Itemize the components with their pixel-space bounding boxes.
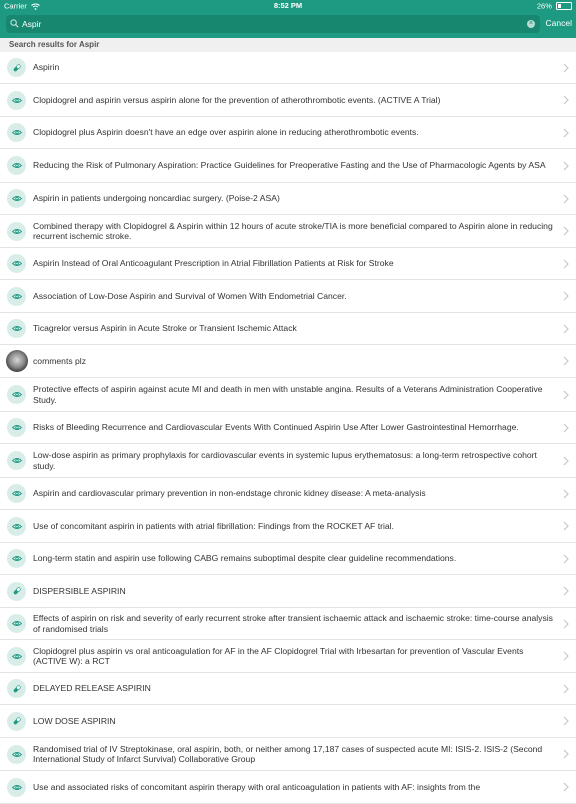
list-item-icon	[0, 484, 33, 503]
list-item-title: Protective effects of aspirin against acute MI and death in men with unstable angina. Results of a Veterans Administration Cooperative Study.	[33, 384, 543, 405]
search-box[interactable]	[6, 15, 540, 33]
list-item-icon	[0, 91, 33, 110]
chevron-right-icon	[563, 324, 569, 334]
icon-circle	[7, 712, 26, 731]
list-item-title: Use of concomitant aspirin in patients with atrial fibrillation: Findings from the ROCKET AF trial.	[33, 520, 394, 531]
list-item-icon	[0, 778, 33, 797]
pill-icon	[12, 586, 22, 596]
list-item-title: Association of Low-Dose Aspirin and Survival of Women With Endometrial Cancer.	[33, 290, 347, 301]
results-header: Search results for Aspir	[0, 38, 576, 52]
chevron-right-icon	[563, 456, 569, 466]
list-item[interactable]	[0, 248, 576, 280]
results-list	[0, 52, 576, 804]
eye-icon	[12, 391, 22, 398]
list-item[interactable]	[0, 412, 576, 444]
search-icon	[10, 19, 19, 28]
icon-circle	[7, 287, 26, 306]
battery-percent: 26%	[536, 1, 552, 11]
list-item-title: Aspirin	[33, 62, 60, 73]
list-item[interactable]	[0, 149, 576, 183]
icon-circle	[7, 549, 26, 568]
list-item-title: Risks of Bleeding Recurrence and Cardiovascular Events With Continued Aspirin Use After Lower Gastrointestinal Hemorrhage.	[33, 422, 519, 433]
list-item[interactable]	[0, 345, 576, 378]
avatar	[6, 350, 28, 372]
list-item[interactable]	[0, 738, 576, 771]
list-item-icon	[0, 319, 33, 338]
list-item-icon	[0, 385, 33, 404]
eye-icon	[12, 228, 22, 235]
list-item-title: Effects of aspirin on risk and severity of early recurrent stroke after transient ischaemic attack and ischaemic stroke: time-course analysis of randomised trials	[33, 613, 553, 634]
search-input[interactable]	[22, 15, 522, 33]
pill-icon	[12, 63, 22, 73]
eye-icon	[12, 490, 22, 497]
chevron-right-icon	[563, 554, 569, 564]
icon-circle	[7, 58, 26, 77]
list-item-title: Use and associated risks of concomitant aspirin therapy with oral anticoagulation in patients with AF: insights from the	[33, 781, 481, 792]
icon-circle	[7, 319, 26, 338]
list-item-title: Aspirin Instead of Oral Anticoagulant Prescription in Atrial Fibrillation Patients at Risk for Stroke	[33, 258, 394, 269]
eye-icon	[12, 457, 22, 464]
navigation-bar	[0, 0, 576, 38]
list-item-title: Low-dose aspirin as primary prophylaxis for cardiovascular events in systemic lupus erythematosus: a long-term retrospective cohort study.	[33, 450, 537, 471]
icon-circle	[7, 385, 26, 404]
list-item-title: DISPERSIBLE ASPIRIN	[33, 585, 126, 596]
chevron-right-icon	[563, 749, 569, 759]
chevron-right-icon	[563, 161, 569, 171]
eye-icon	[12, 523, 22, 530]
icon-circle	[7, 91, 26, 110]
chevron-right-icon	[563, 291, 569, 301]
list-item-icon	[0, 189, 33, 208]
list-item[interactable]	[0, 378, 576, 412]
list-item-icon	[0, 679, 33, 698]
icon-circle	[7, 614, 26, 633]
list-item-title: LOW DOSE ASPIRIN	[33, 715, 116, 726]
list-item[interactable]	[0, 510, 576, 543]
eye-icon	[12, 97, 22, 104]
icon-circle	[7, 517, 26, 536]
list-item-title: Long-term statin and aspirin use following CABG remains suboptimal despite clear guideline recommendations.	[33, 553, 457, 564]
chevron-right-icon	[563, 259, 569, 269]
icon-circle	[7, 222, 26, 241]
chevron-right-icon	[563, 684, 569, 694]
chevron-right-icon	[563, 390, 569, 400]
chevron-right-icon	[563, 128, 569, 138]
list-item[interactable]	[0, 313, 576, 345]
chevron-right-icon	[563, 489, 569, 499]
eye-icon	[12, 784, 22, 791]
carrier-label: Carrier	[4, 1, 27, 11]
chevron-right-icon	[563, 782, 569, 792]
list-item[interactable]	[0, 84, 576, 117]
eye-icon	[12, 260, 22, 267]
battery-indicator	[537, 1, 572, 11]
list-item[interactable]	[0, 608, 576, 640]
list-item-icon	[0, 451, 33, 470]
list-item-icon	[0, 287, 33, 306]
list-item-icon	[0, 418, 33, 437]
eye-icon	[12, 162, 22, 169]
list-item-title: DELAYED RELEASE ASPIRIN	[33, 683, 151, 694]
list-item[interactable]	[0, 640, 576, 673]
icon-circle	[7, 254, 26, 273]
status-bar	[0, 0, 576, 12]
list-item-icon	[0, 549, 33, 568]
eye-icon	[12, 325, 22, 332]
chevron-right-icon	[563, 521, 569, 531]
list-item-title: Aspirin and cardiovascular primary prevention in non-endstage chronic kidney disease: A meta-analysis	[33, 488, 426, 499]
list-item[interactable]	[0, 771, 576, 804]
icon-circle	[7, 679, 26, 698]
list-item[interactable]	[0, 280, 576, 313]
list-item-title: Aspirin in patients undergoing noncardiac surgery. (Poise-2 ASA)	[33, 193, 280, 204]
eye-icon	[12, 424, 22, 431]
list-item-title: Clopidogrel plus Aspirin doesn't have an edge over aspirin alone in reducing atherothrombotic events.	[33, 127, 419, 138]
list-item[interactable]	[0, 52, 576, 84]
chevron-right-icon	[563, 586, 569, 596]
chevron-right-icon	[563, 356, 569, 366]
list-item-icon	[0, 517, 33, 536]
chevron-right-icon	[563, 226, 569, 236]
eye-icon	[12, 653, 22, 660]
eye-icon	[12, 195, 22, 202]
list-item-title: Combined therapy with Clopidogrel & Aspirin within 12 hours of acute stroke/TIA is more beneficial compared to Aspirin alone in reducing recurrent ischemic stroke.	[33, 220, 553, 241]
pill-icon	[12, 684, 22, 694]
chevron-right-icon	[563, 95, 569, 105]
list-item-icon	[0, 350, 33, 372]
clock: 8:52 PM	[273, 1, 303, 10]
cancel-button[interactable]: Cancel	[545, 18, 572, 28]
icon-circle	[7, 745, 26, 764]
list-item-icon	[0, 222, 33, 241]
eye-icon	[12, 751, 22, 758]
chevron-right-icon	[563, 63, 569, 73]
list-item-icon	[0, 745, 33, 764]
list-item[interactable]	[0, 673, 576, 705]
list-item-icon	[0, 254, 33, 273]
list-item-title: Clopidogrel and aspirin versus aspirin alone for the prevention of atherothrombotic events. (ACTIVE A Trial)	[33, 94, 441, 105]
chevron-right-icon	[563, 619, 569, 629]
chevron-right-icon	[563, 423, 569, 433]
search-row	[0, 14, 576, 34]
list-item-title: Randomised trial of IV Streptokinase, oral aspirin, both, or neither among 17,187 cases of suspected acute MI: ISIS-2. ISIS-2 (Second International Study of Infarct Survival) Collaborative Group	[33, 743, 543, 764]
list-item[interactable]	[0, 183, 576, 215]
pill-icon	[12, 716, 22, 726]
icon-circle	[7, 189, 26, 208]
icon-circle	[7, 582, 26, 601]
list-item-icon	[0, 647, 33, 666]
chevron-right-icon	[563, 716, 569, 726]
list-item-icon	[0, 614, 33, 633]
list-item-icon	[0, 123, 33, 142]
list-item-icon	[0, 58, 33, 77]
eye-icon	[12, 555, 22, 562]
list-item-icon	[0, 712, 33, 731]
chevron-right-icon	[563, 651, 569, 661]
list-item[interactable]	[0, 215, 576, 248]
list-item-icon	[0, 582, 33, 601]
icon-circle	[7, 123, 26, 142]
icon-circle	[7, 778, 26, 797]
list-item-icon	[0, 156, 33, 175]
list-item-title: Ticagrelor versus Aspirin in Acute Stroke or Transient Ischemic Attack	[33, 323, 297, 334]
list-item-title: Reducing the Risk of Pulmonary Aspiration: Practice Guidelines for Preoperative Fasting and the Use of Pharmacologic Agents by ASA	[33, 160, 546, 171]
list-item-title: comments plz	[33, 355, 87, 366]
eye-icon	[12, 129, 22, 136]
icon-circle	[7, 156, 26, 175]
list-item-title: Clopidogrel plus aspirin vs oral anticoagulation for AF in the AF Clopidogrel Trial with Irbesartan for prevention of Vascular Events (ACTIVE W): a RCT	[33, 645, 524, 666]
icon-circle	[7, 418, 26, 437]
list-item[interactable]	[0, 543, 576, 575]
list-item[interactable]	[0, 478, 576, 510]
icon-circle	[7, 647, 26, 666]
battery-icon	[556, 2, 572, 10]
list-item[interactable]	[0, 117, 576, 149]
list-item[interactable]	[0, 705, 576, 738]
list-item[interactable]	[0, 444, 576, 478]
clear-icon[interactable]: ×	[528, 20, 534, 27]
eye-icon	[12, 620, 22, 627]
icon-circle	[7, 451, 26, 470]
icon-circle	[7, 484, 26, 503]
chevron-right-icon	[563, 194, 569, 204]
list-item[interactable]	[0, 575, 576, 608]
eye-icon	[12, 293, 22, 300]
